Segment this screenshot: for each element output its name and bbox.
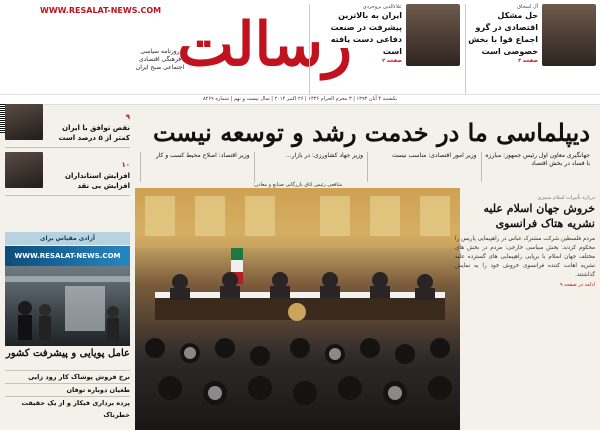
story-kicker: درباره تأثیرات اسلام ستیزی	[537, 195, 595, 201]
teaser-2[interactable]	[309, 4, 460, 96]
masthead-url[interactable]: WWW.RESALAT-NEWS.COM	[40, 6, 162, 15]
list-item[interactable]: پرده برداری فیکار و از یک حقیقت خطرناک	[5, 396, 130, 421]
story-body: مردم فلسطین شرکت مشترک عباس در راهپیمایی پاریس را محکوم کردند. بخش سیاسی خارجی: مردم در بخش های مختلف جهان اسلام با برپایی راهپیمایی های گسترده علیه نشریه اهانت کننده فرانسوی خروش خود را به نمایش گذاشتند.	[455, 236, 595, 278]
teaser-1-title: حل مشکل اقتصادی در گرو اجماع قوا با بخش خصوصی است	[468, 11, 538, 56]
masthead-tagline: روزنامه سیاسی فرهنگی اقتصادی اجتماعی صبح ایران	[135, 48, 185, 71]
left-item-title: افزایش استانداران افزایش بی نقد	[65, 172, 130, 190]
feature-headline[interactable]: عامل پویایی و پیشرفت کشور	[5, 348, 130, 359]
teaser-2-photo	[406, 4, 460, 66]
teaser-1-kicker: آل اسحاق	[517, 4, 538, 10]
feature-photo[interactable]	[5, 266, 130, 346]
teaser-2-kicker: علاءالدین بروجردی	[362, 4, 402, 10]
sub-col: وزیر امور اقتصادی: مناسب نیست	[367, 152, 477, 182]
left-item-page: ۹	[125, 113, 130, 121]
left-item[interactable]	[5, 100, 130, 148]
sub-col: وزیر اقتصاد: اصلاح محیط کسب و کار	[140, 152, 250, 182]
factory-scene	[5, 266, 130, 346]
left-banner-label: آزادی مقیاس برای	[5, 232, 130, 245]
photo-caption: شافعی رئیس اتاق بازرگانی صنایع و معادن:	[252, 182, 343, 188]
teaser-1-more[interactable]: صفحه ۴	[518, 58, 538, 64]
left-column	[5, 100, 130, 196]
left-headline-list	[5, 370, 130, 421]
left-item-thumb	[5, 152, 43, 188]
right-column-story[interactable]	[455, 195, 595, 288]
left-item-title: نقص توافق با ایران کمتر از ۵ درصد است	[58, 124, 130, 142]
headline-subcolumns	[140, 152, 590, 182]
left-banner[interactable]	[5, 246, 130, 266]
left-item[interactable]	[5, 148, 130, 196]
list-item[interactable]: طغیان دوباره توفان	[5, 383, 130, 396]
logo-text: رسالت	[177, 10, 352, 80]
left-item-page: ۱۰	[121, 161, 130, 169]
left-item-thumb	[5, 104, 43, 140]
main-photo[interactable]	[135, 188, 460, 430]
list-item[interactable]: نرخ فروش پوشاک کار رود زایی	[5, 370, 130, 383]
sub-col: جهانگیری معاون اول رئیس جمهور: مبارزه با فساد در بخش اقتصاد	[481, 152, 591, 182]
story-more-link[interactable]: ادامه در صفحه ۹	[559, 282, 595, 288]
main-headline[interactable]: دیپلماسی ما در خدمت رشد و توسعه نیست	[152, 118, 590, 147]
teaser-1-photo	[542, 4, 596, 66]
sub-col: وزیر جهاد کشاورزی: در بازار...	[254, 152, 364, 182]
conference-scene	[135, 188, 460, 430]
teaser-1[interactable]	[465, 4, 596, 96]
dateline: یکشنبه ۴ آبان ۱۳۹۳ | ۳ محرم الحرام ۱۴۳۶ | ۲۶ اکتبر ۲۰۱۴ | سال بیست و نهم | شماره ۸۲۶۹	[0, 94, 600, 105]
teaser-2-title: ایران به بالاترین پیشرفت در صنعت دفاعی دست یافته است	[330, 11, 402, 56]
story-headline: خروش جهان اسلام علیه نشریه هتاک فرانسوی	[483, 202, 595, 230]
banner-url: WWW.RESALAT-NEWS.COM	[14, 252, 121, 260]
teaser-2-more[interactable]: صفحه ۲	[382, 58, 402, 64]
